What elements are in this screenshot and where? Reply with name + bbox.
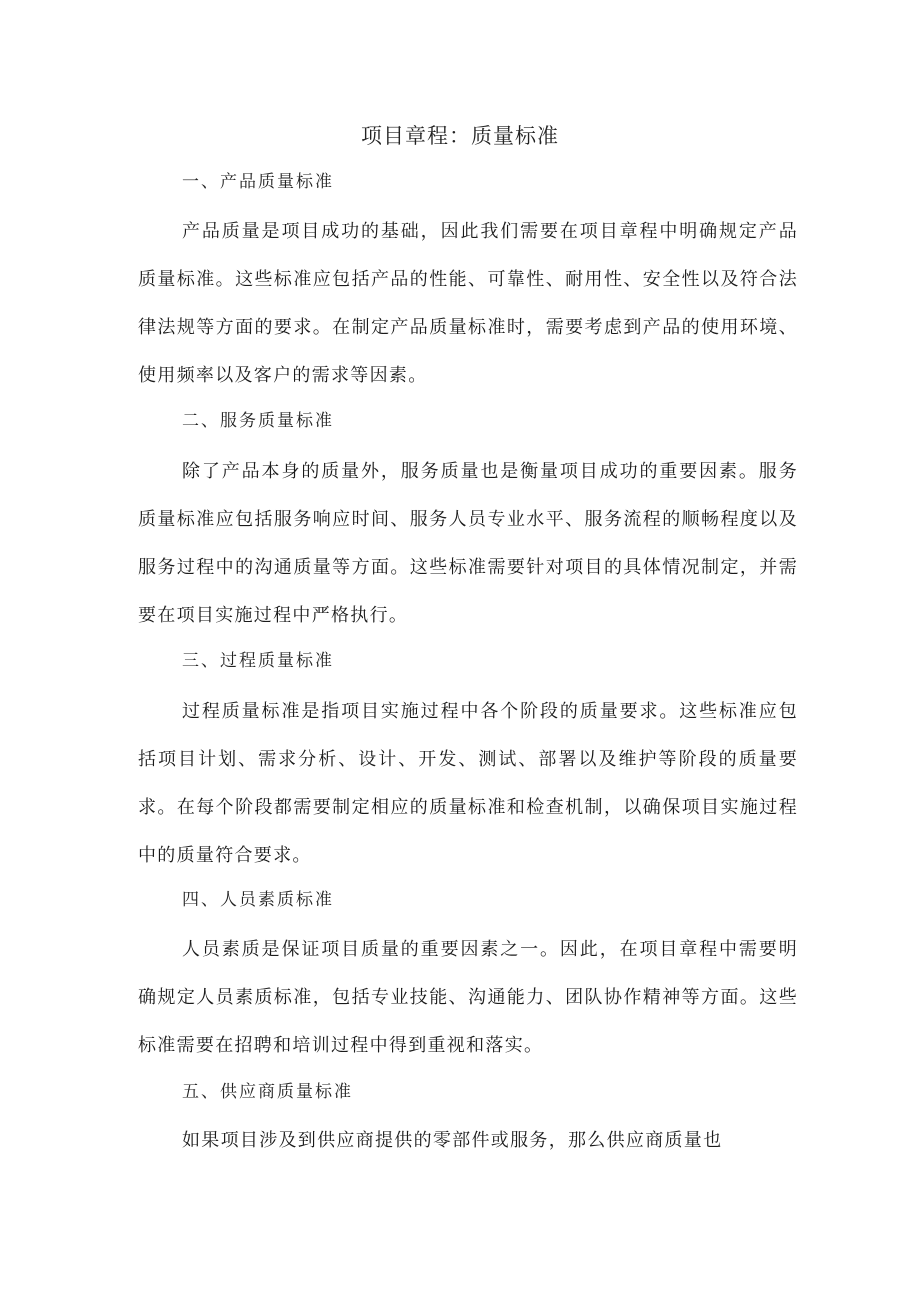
- section-heading-personnel-quality: 四、人员素质标准: [182, 890, 334, 910]
- section-body-process-quality: 过程质量标准是指项目实施过程中各个阶段的质量要求。这些标准应包括项目计划、需求分析、设计、开发、测试、部署以及维护等阶段的质量要求。在每个阶段都需要制定相应的质量标准和检查机制，以确保项目实施过程中的质量符合要求。: [138, 701, 798, 866]
- document-title: 项目章程：质量标准: [361, 124, 559, 148]
- section-heading-supplier-quality: 五、供应商质量标准: [182, 1082, 353, 1102]
- section-body-service-quality: 除了产品本身的质量外，服务质量也是衡量项目成功的重要因素。服务质量标准应包括服务响应时间、服务人员专业水平、服务流程的顺畅程度以及服务过程中的沟通质量等方面。这些标准需要针对项目的具体情况制定，并需要在项目实施过程中严格执行。: [138, 461, 798, 626]
- section-body-product-quality: 产品质量是项目成功的基础，因此我们需要在项目章程中明确规定产品质量标准。这些标准应包括产品的性能、可靠性、耐用性、安全性以及符合法律法规等方面的要求。在制定产品质量标准时，需要考虑到产品的使用环境、使用频率以及客户的需求等因素。: [138, 221, 798, 386]
- section-body-supplier-quality: 如果项目涉及到供应商提供的零部件或服务，那么供应商质量也: [182, 1130, 723, 1151]
- section-heading-service-quality: 二、服务质量标准: [182, 411, 334, 431]
- section-heading-product-quality: 一、产品质量标准: [182, 172, 334, 192]
- section-heading-process-quality: 三、过程质量标准: [182, 651, 334, 671]
- section-body-personnel-quality: 人员素质是保证项目质量的重要因素之一。因此，在项目章程中需要明确规定人员素质标准，包括专业技能、沟通能力、团队协作精神等方面。这些标准需要在招聘和培训过程中得到重视和落实。: [138, 939, 798, 1056]
